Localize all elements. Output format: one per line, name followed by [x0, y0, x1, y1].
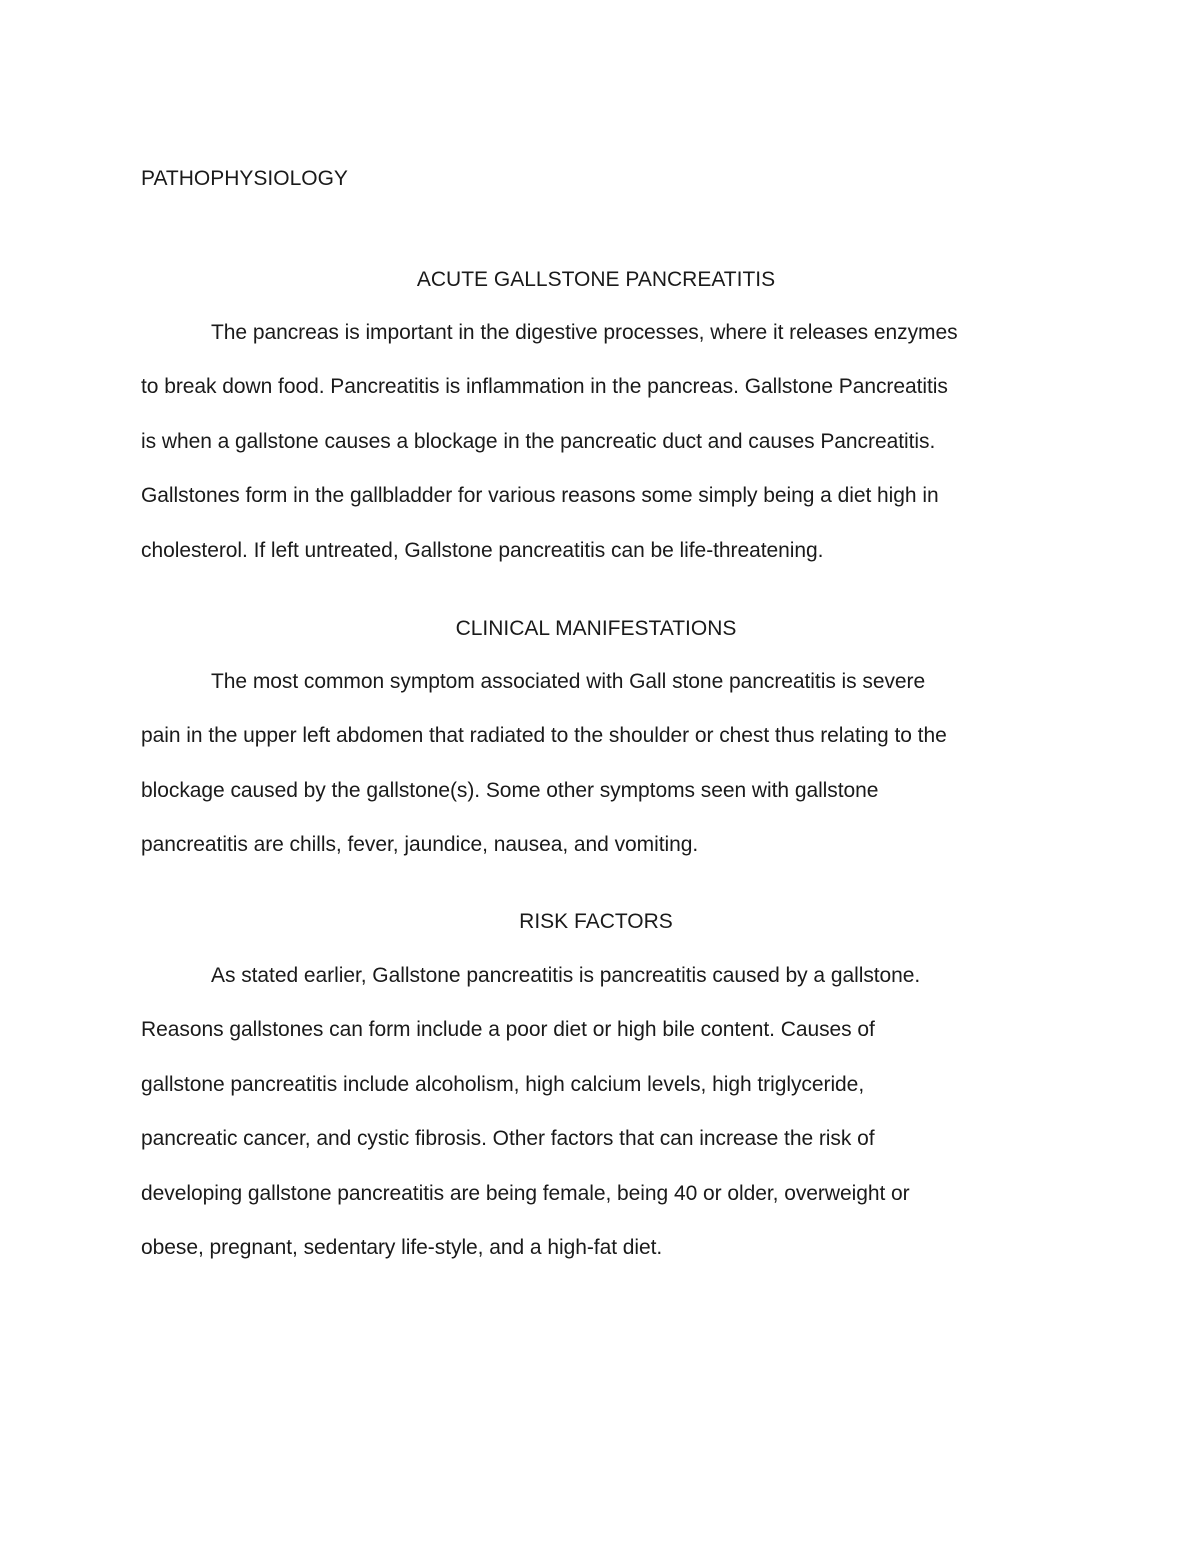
paragraph-line: gallstone pancreatitis include alcoholism, high calcium levels, high triglyceride, [141, 1072, 865, 1096]
paragraph-line: pancreatitis are chills, fever, jaundice, nausea, and vomiting. [141, 833, 699, 857]
paragraph-line: developing gallstone pancreatitis are being female, being 40 or older, overweight or [141, 1181, 910, 1205]
section-paragraph-clinical-manifestations [141, 655, 1053, 873]
section-heading-clinical-manifestations: CLINICAL MANIFESTATIONS [455, 617, 737, 640]
section-paragraph-risk-factors [141, 949, 1053, 1275]
document-label: PATHOPHYSIOLOGY [141, 167, 348, 190]
paragraph-line: The most common symptom associated with Gall stone pancreatitis is severe [211, 670, 926, 693]
paragraph-line: to break down food. Pancreatitis is inflammation in the pancreas. Gallstone Pancreatitis [141, 375, 948, 399]
paragraph-line: The pancreas is important in the digestive processes, where it releases enzymes [211, 321, 958, 344]
paragraph-line: blockage caused by the gallstone(s). Some other symptoms seen with gallstone [141, 778, 879, 802]
paragraph-line: is when a gallstone causes a blockage in the pancreatic duct and causes Pancreatitis. [141, 429, 936, 453]
section-paragraph-acute-gallstone-pancreatitis [141, 306, 1053, 578]
paragraph-line: As stated earlier, Gallstone pancreatitis is pancreatitis caused by a gallstone. [211, 964, 921, 987]
paragraph-line: cholesterol. If left untreated, Gallstone pancreatitis can be life-threatening. [141, 538, 824, 562]
section-heading-risk-factors: RISK FACTORS [519, 910, 673, 933]
paragraph-line: Reasons gallstones can form include a poor diet or high bile content. Causes of [141, 1018, 875, 1042]
paragraph-line: pain in the upper left abdomen that radiated to the shoulder or chest thus relating to the [141, 724, 947, 748]
paragraph-line: pancreatic cancer, and cystic fibrosis. Other factors that can increase the risk of [141, 1127, 875, 1151]
paragraph-line: obese, pregnant, sedentary life-style, and a high-fat diet. [141, 1236, 663, 1260]
paragraph-line: Gallstones form in the gallbladder for various reasons some simply being a diet high in [141, 484, 939, 508]
section-heading-acute-gallstone-pancreatitis: ACUTE GALLSTONE PANCREATITIS [416, 268, 776, 291]
